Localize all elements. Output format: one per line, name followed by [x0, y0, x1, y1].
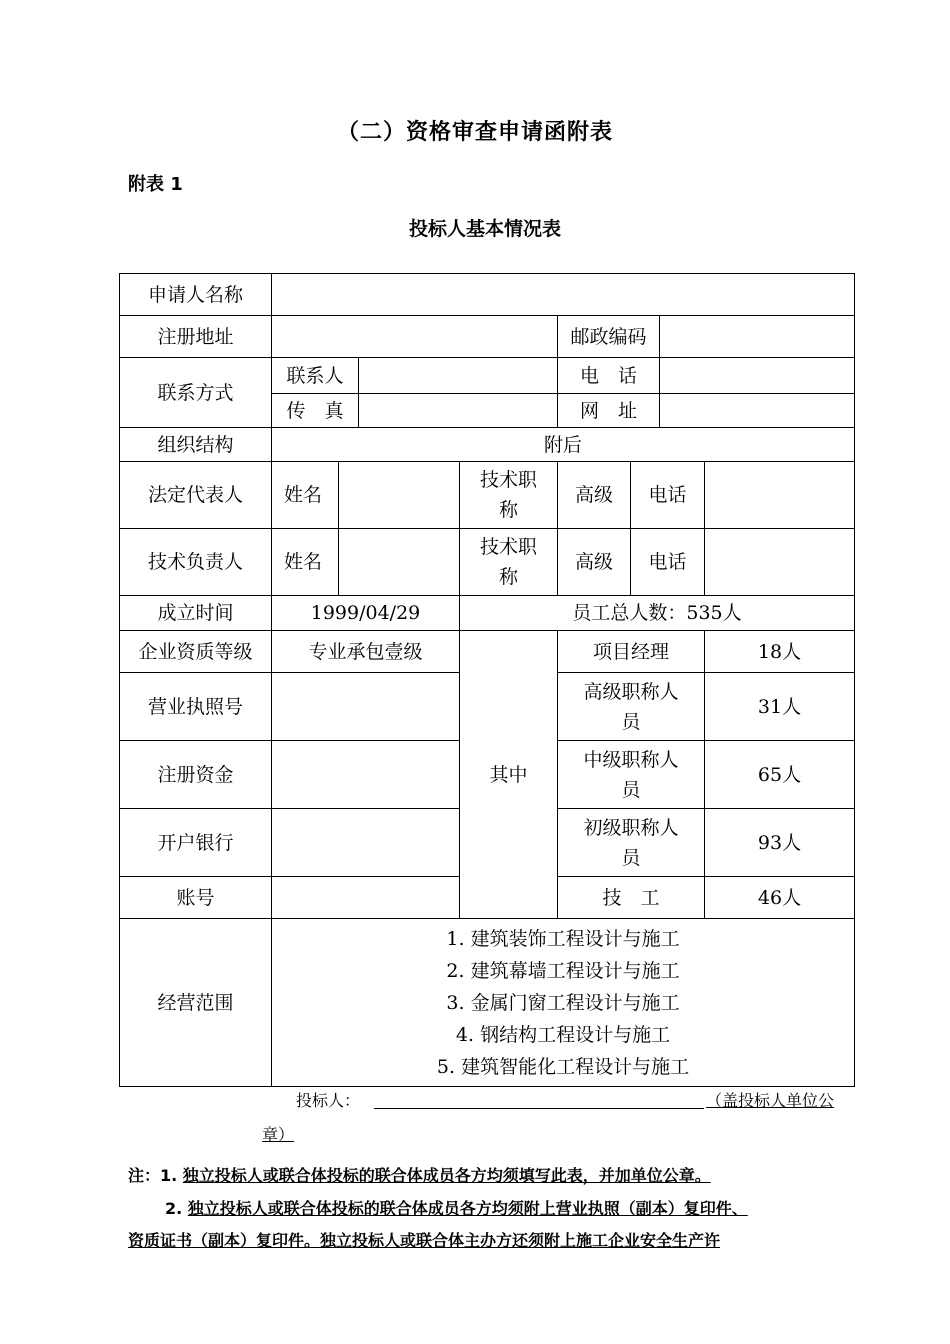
tech-lead-tel-value[interactable] [705, 529, 855, 596]
legal-rep-name-value[interactable] [339, 462, 460, 529]
scope-list [272, 919, 855, 1087]
note-2 [165, 1196, 748, 1219]
fax-label: 传 真 [272, 394, 359, 428]
org-label: 组织结构 [120, 428, 272, 462]
legal-rep-label: 法定代表人 [120, 462, 272, 529]
website-value[interactable] [660, 394, 855, 428]
contact-person-label: 联系人 [272, 358, 359, 394]
junior-staff-label: 初级职称人 员 [558, 809, 705, 877]
founded-label: 成立时间 [120, 596, 272, 631]
scope-item: 3. 金属门窗工程设计与施工 [446, 991, 680, 1014]
applicant-name-label: 申请人名称 [120, 274, 272, 316]
phone-value[interactable] [660, 358, 855, 394]
note-1-text: 独立投标人或联合体投标的联合体成员各方均须填写此表，并加单位公章。 [182, 1166, 711, 1185]
note-2-prefix: 2. [165, 1199, 183, 1218]
org-value: 附后 [272, 428, 855, 462]
founded-value: 1999/04/29 [272, 596, 460, 631]
license-label: 营业执照号 [120, 673, 272, 741]
scope-item: 4. 钢结构工程设计与施工 [455, 1023, 671, 1046]
tech-lead-title-value: 高级 [558, 529, 631, 596]
website-label: 网 址 [558, 394, 660, 428]
table-title: 投标人基本情况表 [408, 218, 561, 240]
stamp-note-cont: 章） [262, 1125, 295, 1144]
senior-staff-label: 高级职称人 员 [558, 673, 705, 741]
note-1 [128, 1163, 711, 1186]
stamp-note: （盖投标人单位公 [706, 1091, 835, 1110]
senior-staff-value: 31人 [705, 673, 855, 741]
address-value[interactable] [272, 316, 558, 358]
pm-value: 18人 [705, 631, 855, 673]
applicant-name-value[interactable] [272, 274, 855, 316]
legal-rep-title-value: 高级 [558, 462, 631, 529]
among-label: 其中 [460, 631, 558, 919]
legal-rep-tel-label: 电话 [631, 462, 705, 529]
qualification-value: 专业承包壹级 [272, 631, 460, 673]
scope-item: 2. 建筑幕墙工程设计与施工 [446, 959, 680, 982]
pm-label: 项目经理 [558, 631, 705, 673]
tech-lead-label: 技术负责人 [120, 529, 272, 596]
bidder-info-table [119, 273, 855, 1087]
license-value[interactable] [272, 673, 460, 741]
bank-label: 开户银行 [120, 809, 272, 877]
staff-total: 员工总人数：535人 [460, 596, 855, 631]
mid-staff-value: 65人 [705, 741, 855, 809]
account-value[interactable] [272, 877, 460, 919]
note-prefix: 注：1. [128, 1166, 178, 1185]
tech-lead-tel-label: 电话 [631, 529, 705, 596]
address-label: 注册地址 [120, 316, 272, 358]
legal-rep-title-label: 技术职 称 [460, 462, 558, 529]
scope-item: 1. 建筑装饰工程设计与施工 [446, 927, 680, 950]
tech-lead-name-value[interactable] [339, 529, 460, 596]
tech-lead-name-label: 姓名 [272, 529, 339, 596]
bank-value[interactable] [272, 809, 460, 877]
legal-rep-tel-value[interactable] [705, 462, 855, 529]
account-label: 账号 [120, 877, 272, 919]
appendix-label: 附表 1 [128, 174, 183, 195]
capital-value[interactable] [272, 741, 460, 809]
contact-label: 联系方式 [120, 358, 272, 428]
postcode-label: 邮政编码 [558, 316, 660, 358]
mid-staff-label: 中级职称人 员 [558, 741, 705, 809]
junior-staff-value: 93人 [705, 809, 855, 877]
bidder-signature-label: 投标人： [296, 1091, 361, 1110]
worker-label: 技 工 [558, 877, 705, 919]
capital-label: 注册资金 [120, 741, 272, 809]
page-title: （二）资格审查申请函附表 [336, 120, 613, 145]
phone-label: 电 话 [558, 358, 660, 394]
contact-person-value[interactable] [359, 358, 558, 394]
tech-lead-title-label: 技术职 称 [460, 529, 558, 596]
legal-rep-name-label: 姓名 [272, 462, 339, 529]
scope-label: 经营范围 [120, 919, 272, 1087]
note-2-line-1: 独立投标人或联合体投标的联合体成员各方均须附上营业执照（副本）复印件、 [187, 1199, 748, 1218]
worker-value: 46人 [705, 877, 855, 919]
signature-line[interactable] [374, 1108, 704, 1109]
postcode-value[interactable] [660, 316, 855, 358]
fax-value[interactable] [359, 394, 558, 428]
note-2-line-2: 资质证书（副本）复印件。独立投标人或联合体主办方还须附上施工企业安全生产许 [128, 1231, 721, 1250]
qualification-label: 企业资质等级 [120, 631, 272, 673]
scope-item: 5. 建筑智能化工程设计与施工 [436, 1055, 690, 1078]
